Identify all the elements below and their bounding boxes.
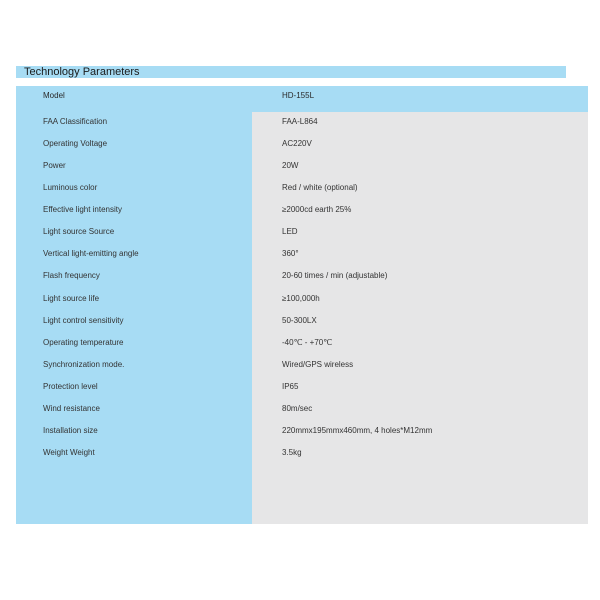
- row-key: FAA Classification: [43, 117, 108, 126]
- row-key: Wind resistance: [43, 403, 100, 413]
- row-value: 20W: [282, 161, 299, 171]
- row-value: LED: [282, 227, 298, 237]
- row-key: Synchronization mode.: [43, 359, 125, 369]
- table-row: [16, 246, 588, 262]
- row-key: Power: [43, 161, 66, 171]
- table-row: [16, 401, 588, 417]
- row-value: FAA-L864: [282, 117, 318, 126]
- table-row: [16, 224, 588, 240]
- row-key: Effective light intensity: [43, 205, 123, 215]
- row-key: Luminous color: [43, 183, 98, 193]
- table-row: [16, 335, 588, 351]
- row-value: ≥2000cd earth 25%: [282, 205, 352, 215]
- row-key: Light control sensitivity: [43, 315, 124, 325]
- row-key: Vertical light-emitting angle: [43, 249, 139, 259]
- table-row: [16, 445, 588, 461]
- row-key: Light source life: [43, 293, 100, 303]
- row-value: -40℃ - +70℃: [282, 337, 333, 347]
- row-value: IP65: [282, 381, 299, 391]
- row-value: Wired/GPS wireless: [282, 359, 354, 369]
- row-value: 360°: [282, 249, 299, 259]
- table-row: [16, 379, 588, 395]
- table-row: [16, 291, 588, 307]
- row-key: Operating temperature: [43, 337, 124, 347]
- row-value: 20-60 times / min (adjustable): [282, 271, 388, 281]
- row-value: 80m/sec: [282, 403, 313, 413]
- table-row: [16, 180, 588, 196]
- row-key: Light source Source: [43, 227, 115, 237]
- header-key: Model: [43, 91, 65, 100]
- row-value: 3.5kg: [282, 448, 302, 458]
- row-value: Red / white (optional): [282, 183, 358, 193]
- row-value: ≥100,000h: [282, 293, 320, 303]
- table-row: [16, 313, 588, 329]
- row-value: 220mmx195mmx460mm, 4 holes*M12mm: [282, 425, 433, 435]
- row-key: Protection level: [43, 381, 98, 391]
- parameters-table: [16, 86, 588, 524]
- header-value: HD-155L: [282, 91, 315, 100]
- section-title: Technology Parameters: [16, 66, 566, 78]
- table-row: [16, 357, 588, 373]
- row-key: Flash frequency: [43, 271, 100, 281]
- row-key: Operating Voltage: [43, 139, 108, 149]
- table-row: [16, 158, 588, 174]
- header-row: [16, 88, 588, 104]
- row-value: AC220V: [282, 139, 312, 149]
- table-row: [16, 202, 588, 218]
- table-row: [16, 136, 588, 152]
- row-key: Weight Weight: [43, 448, 95, 458]
- table-row: [16, 423, 588, 439]
- table-row: [16, 268, 588, 284]
- table-row: [16, 114, 588, 130]
- row-key: Installation size: [43, 425, 98, 435]
- row-value: 50-300LX: [282, 315, 317, 325]
